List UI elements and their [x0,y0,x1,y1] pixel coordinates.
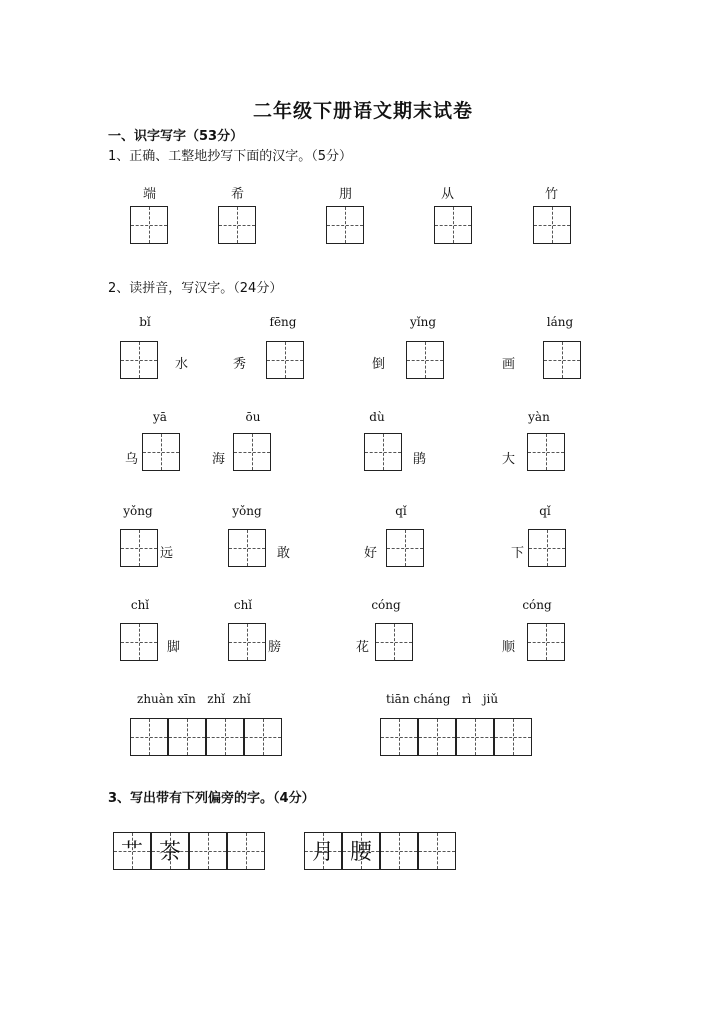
pinyin: dù [369,410,385,424]
given-char: 鹃 [413,452,427,467]
given-char: 远 [160,546,174,561]
given-char: 好 [364,546,378,561]
given-char: 花 [356,640,370,655]
writing-box[interactable] [233,433,271,471]
phrase-pinyin: tiān cháng rì jiǔ [386,692,499,706]
example-char: 腰 [349,839,372,865]
writing-box[interactable] [228,529,266,567]
writing-box[interactable] [142,433,180,471]
radical-char: 月 [311,839,334,865]
writing-box[interactable] [434,206,472,244]
example-box [151,832,189,870]
writing-box[interactable] [130,206,168,244]
q1-char: 从 [441,187,455,202]
writing-box[interactable] [326,206,364,244]
writing-box[interactable] [364,433,402,471]
writing-box[interactable] [533,206,571,244]
given-char: 膀 [268,640,282,655]
question-2-label: 2、读拼音，写汉字。（24分） [108,281,283,296]
pinyin: fēng [269,315,297,329]
q1-char: 竹 [545,187,559,202]
writing-box[interactable] [120,341,158,379]
question-1-label: 1、正确、工整地抄写下面的汉字。（5分） [108,149,353,164]
example-box [342,832,380,870]
writing-box[interactable] [386,529,424,567]
section-heading: 一、识字写字（53分） [108,129,244,144]
writing-box[interactable] [375,623,413,661]
pinyin: chǐ [233,598,253,612]
writing-box[interactable] [418,718,456,756]
given-char: 敢 [277,546,291,561]
radical-char: 艹 [120,839,143,865]
writing-box[interactable] [494,718,532,756]
writing-box[interactable] [206,718,244,756]
writing-box[interactable] [130,718,168,756]
given-char: 乌 [125,452,139,467]
pinyin: láng [546,315,574,329]
writing-box[interactable] [543,341,581,379]
writing-box[interactable] [228,623,266,661]
writing-box[interactable] [244,718,282,756]
page-title: 二年级下册语文期末试卷 [253,100,474,122]
pinyin: yǐng [409,315,437,329]
writing-box[interactable] [189,832,227,870]
example-char: 茶 [158,839,181,865]
pinyin: qǐ [539,504,551,518]
q1-char: 端 [143,187,157,202]
pinyin: yǒng [123,504,153,518]
pinyin: yǒng [232,504,262,518]
q1-char: 朋 [339,187,353,202]
radical-box [304,832,342,870]
given-char: 顺 [502,640,516,655]
writing-box[interactable] [266,341,304,379]
question-3-label: 3、写出带有下列偏旁的字。（4分） [108,791,315,806]
writing-box[interactable] [418,832,456,870]
writing-box[interactable] [456,718,494,756]
pinyin: cóng [522,598,552,612]
pinyin: yàn [528,410,550,424]
phrase-pinyin: zhuàn xīn zhǐ zhǐ [137,692,251,706]
writing-box[interactable] [120,529,158,567]
pinyin: qǐ [395,504,407,518]
pinyin: cóng [371,598,401,612]
given-char: 海 [212,452,226,467]
q1-char: 希 [231,187,245,202]
writing-box[interactable] [528,529,566,567]
writing-box[interactable] [168,718,206,756]
pinyin: yā [153,410,167,424]
pinyin: bǐ [139,315,151,329]
writing-box[interactable] [380,832,418,870]
given-char: 秀 [233,357,247,372]
writing-box[interactable] [227,832,265,870]
writing-box[interactable] [120,623,158,661]
pinyin: chǐ [130,598,150,612]
given-char: 大 [502,452,516,467]
given-char: 水 [175,357,189,372]
given-char: 脚 [167,640,181,655]
radical-box [113,832,151,870]
writing-box[interactable] [218,206,256,244]
writing-box[interactable] [527,623,565,661]
writing-box[interactable] [380,718,418,756]
given-char: 下 [511,546,525,561]
given-char: 倒 [372,357,386,372]
writing-box[interactable] [406,341,444,379]
writing-box[interactable] [527,433,565,471]
pinyin: ōu [245,410,261,424]
given-char: 画 [502,357,516,372]
